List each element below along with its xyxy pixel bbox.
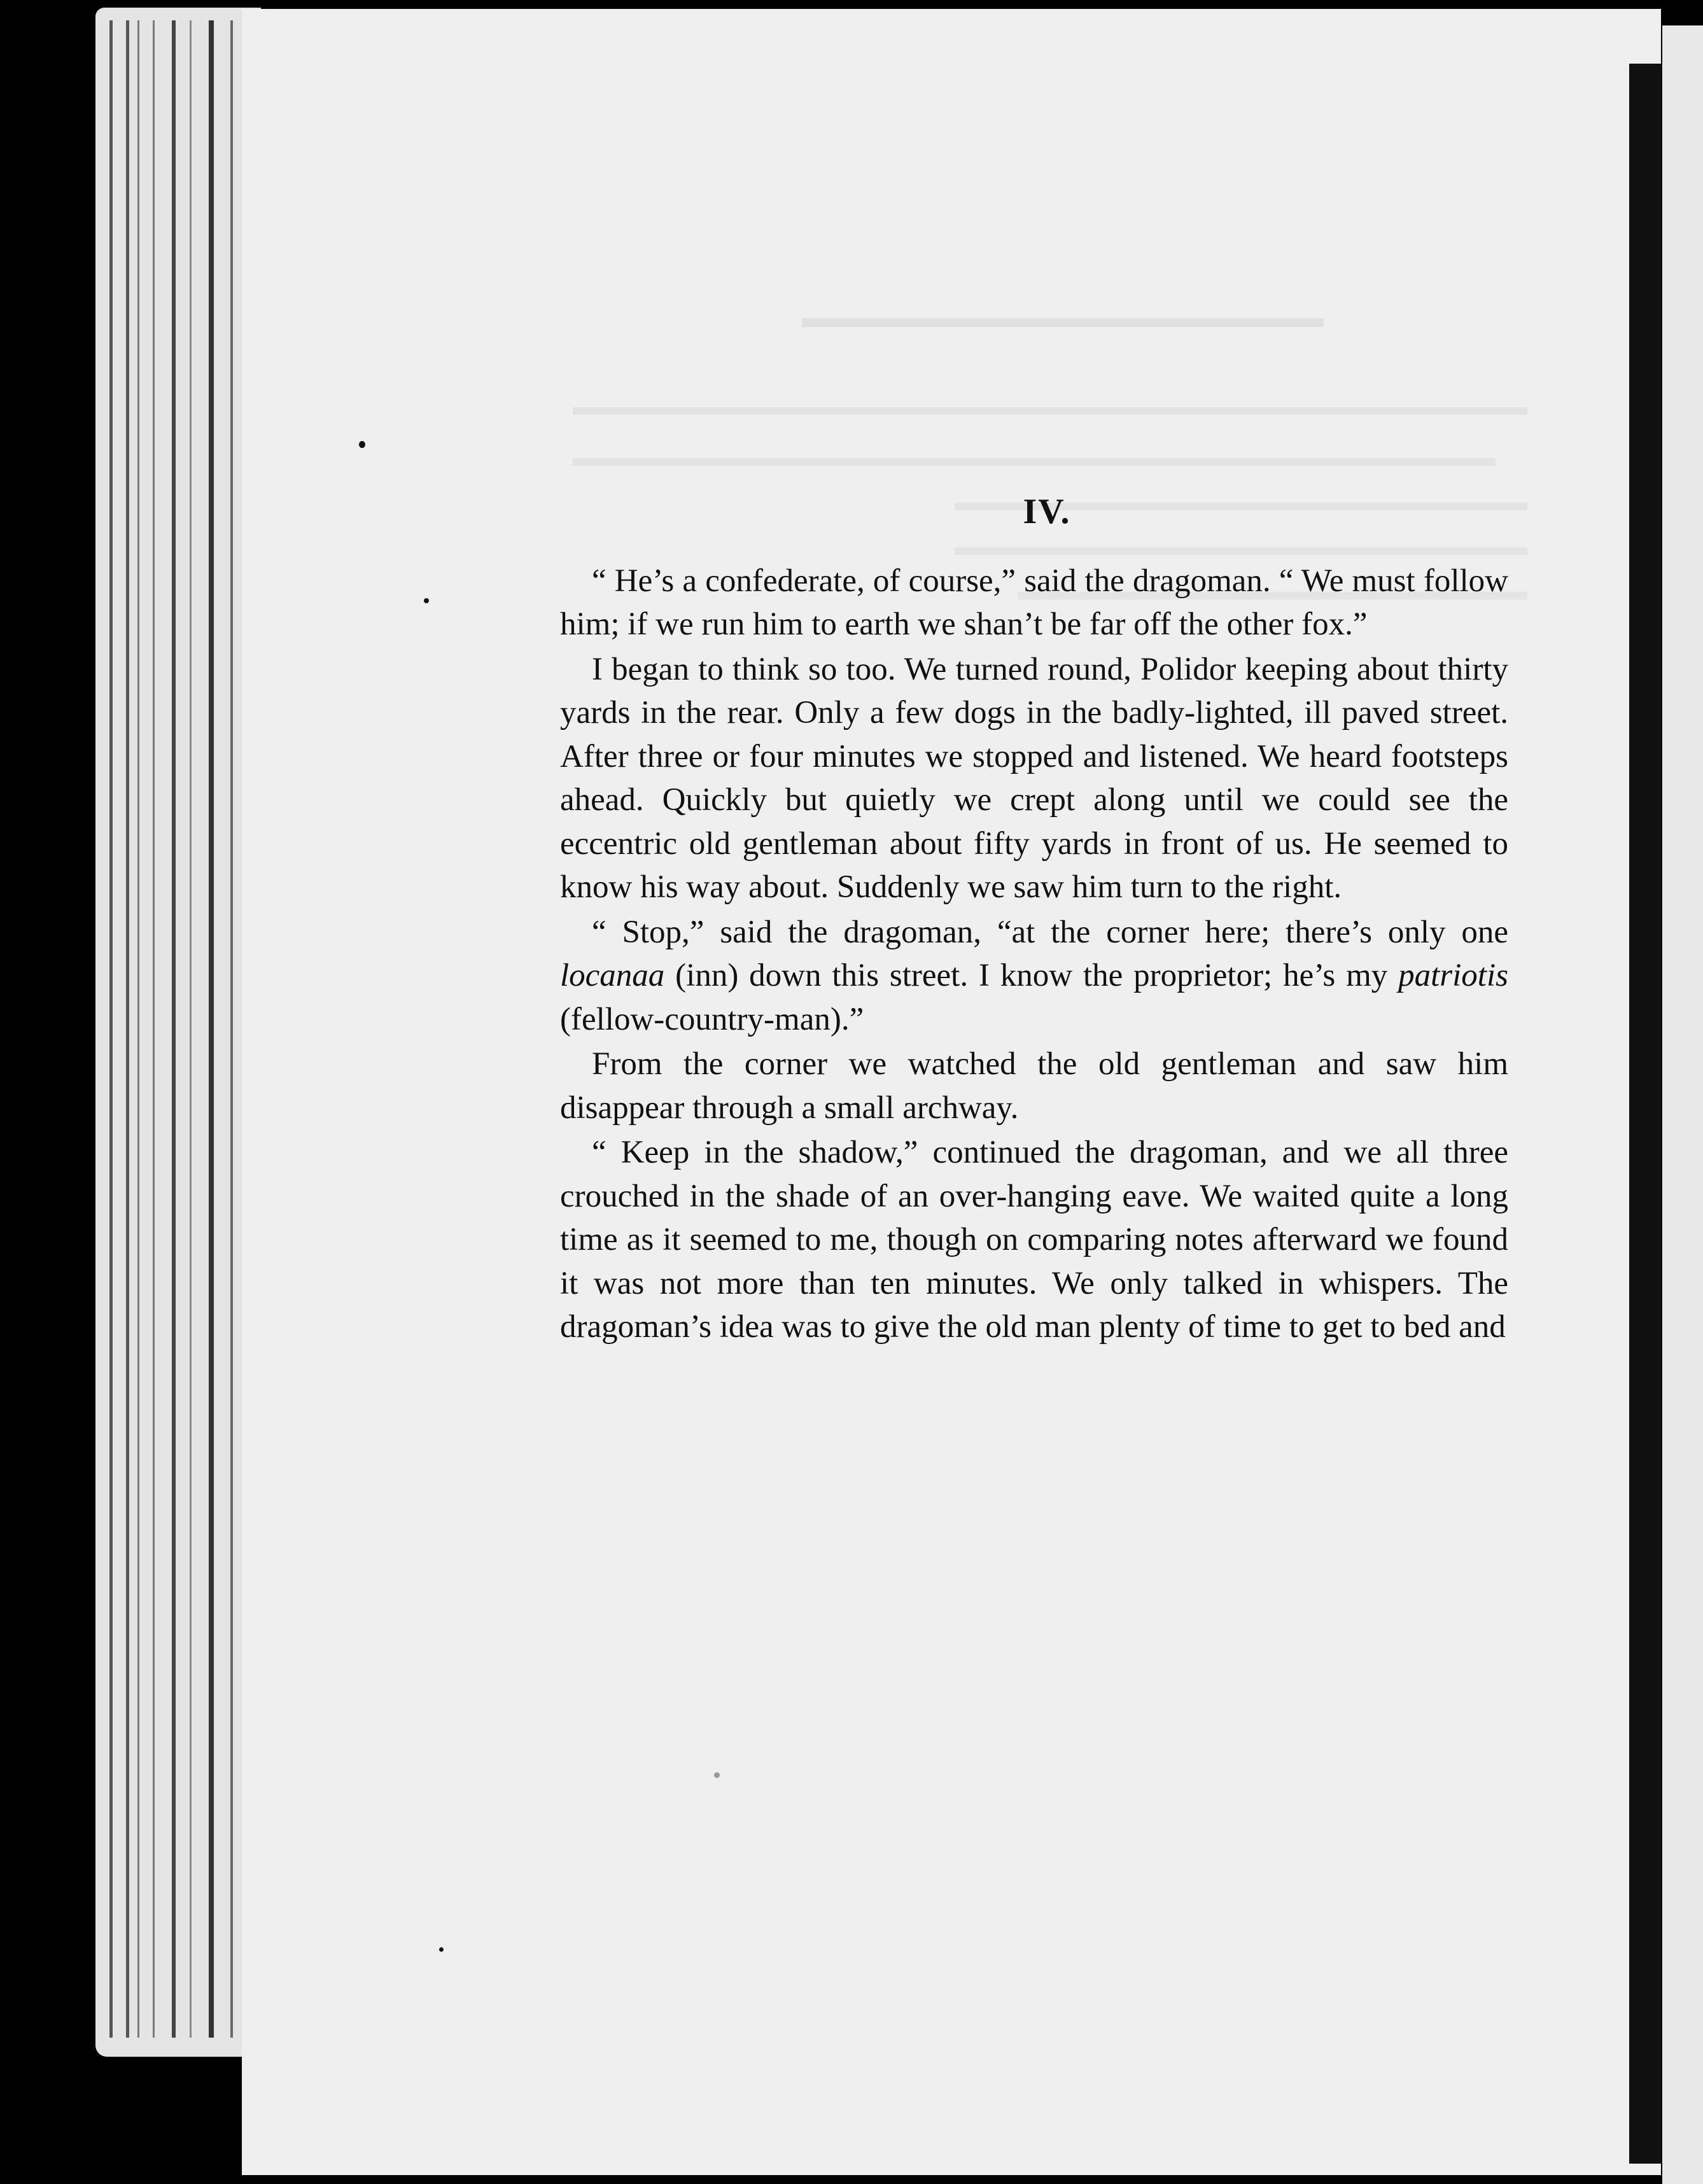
page-edge-line	[209, 20, 214, 2038]
speck	[714, 1772, 720, 1778]
page-edge-line	[109, 20, 113, 2038]
paragraph: “ He’s a confederate, of course,” said the dragoman. “ We must follow him; if we run him to earth we shan’t be far off the other fox.”	[560, 563, 1508, 642]
speck	[424, 598, 429, 603]
paragraph: “ Keep in the shadow,” continued the dragoman, and we all three crouched in the shade of an over-hanging eave. We waited quite a long time as it seemed to me, though on comparing notes afterward we found it was not more than ten minutes. We only talked in whispers. The dragoman’s idea was to give the old man plenty of time to get to bed and	[560, 1135, 1508, 1345]
speck	[439, 1947, 444, 1952]
page-edge-line	[230, 20, 233, 2038]
page-edge-line	[190, 20, 192, 2038]
paragraph-text: “ Stop,” said the dragoman, “at the corner here; there’s only one	[592, 914, 1508, 950]
page-edges-stack	[95, 8, 261, 2057]
paragraph-text: (fellow-country-man).”	[560, 1001, 864, 1037]
chapter-heading: IV.	[1023, 492, 1071, 531]
page-text	[560, 490, 1508, 1350]
paragraph: From the corner we watched the old gentleman and saw him disappear through a small archway.	[560, 1046, 1508, 1126]
page-edge-line	[153, 20, 155, 2038]
speck	[359, 441, 365, 448]
binding-shadow	[1629, 64, 1662, 2164]
paragraph: I began to think so too. We turned round, Polidor keeping about thirty yards in the rear. Only a few dogs in the badly-lighted, ill paved street. After three or four minutes we stopped and listened. We heard footsteps ahead. Quickly but quietly we crept along until we could see the eccentric old gentleman about fifty yards in front of us. He seemed to know his way about. Suddenly we saw him turn to the right.	[560, 651, 1508, 905]
next-leaf-edge	[1662, 25, 1703, 2184]
italic-word: patriotis	[1398, 958, 1508, 993]
page-edge-line	[126, 20, 129, 2038]
page-edge-line	[172, 20, 176, 2038]
page-edge-line	[137, 20, 139, 2038]
paragraph	[560, 911, 1508, 1042]
paragraph-text: (inn) down this street. I know the proprietor; he’s my	[664, 958, 1399, 993]
italic-word: locanaa	[560, 958, 665, 993]
